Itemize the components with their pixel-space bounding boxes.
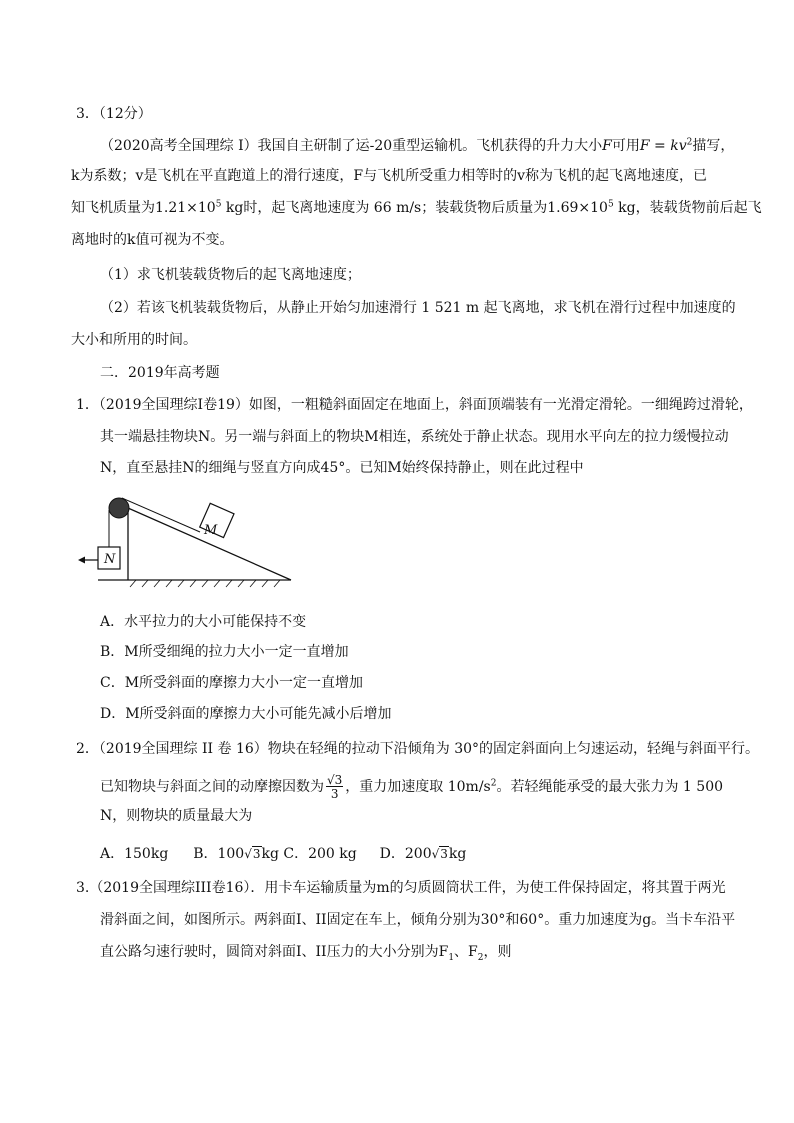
rope-slope xyxy=(122,498,200,532)
sub-question: 大小和所用的时间。 xyxy=(71,332,197,348)
formula-eq: = xyxy=(649,138,671,154)
formula-exponent: 2 xyxy=(686,137,693,148)
text-segment: 知飞机质量为1.21×10 xyxy=(71,200,216,216)
option-d xyxy=(380,846,467,862)
question-text-line: N，直至悬挂N的细绳与竖直方向成45°。已知M始终保持静止，则在此过程中 xyxy=(100,460,584,476)
label-n: N xyxy=(104,552,116,567)
option-b: B．M所受细绳的拉力大小一定一直增加 xyxy=(100,644,349,660)
radicand: 3 xyxy=(440,847,448,861)
sub-question: （2）若该飞机装载货物后，从静止开始匀加速滑行 1 521 m 起飞离地，求飞机在滑行过程中加速度的 xyxy=(100,300,736,316)
question-text-line: k为系数；v是飞机在平直跑道上的滑行速度，F与飞机所受重力相等时的v称为飞机的起飞离地速度，已 xyxy=(71,168,708,184)
sub-question: （1）求飞机装载货物后的起飞离地速度； xyxy=(100,267,361,283)
variable-f: F xyxy=(602,138,612,154)
fraction-denominator: 3 xyxy=(330,787,339,801)
question-text-line: 滑斜面之间，如图所示。两斜面I、II固定在车上，倾角分别为30°和60°。重力加速度为g。当卡车沿平 xyxy=(100,912,736,928)
exponent: 5 xyxy=(607,199,614,210)
ground-hatching xyxy=(130,580,280,587)
pulley-icon xyxy=(109,498,129,518)
option-d: D．M所受斜面的摩擦力大小可能先减小后增加 xyxy=(100,706,392,722)
question-text-line xyxy=(100,136,734,156)
formula-f: F xyxy=(639,138,650,154)
subscript: 1 xyxy=(448,952,455,963)
radicand: 3 xyxy=(334,773,343,787)
option-a: A．150kg xyxy=(100,846,169,862)
text-segment: kg时，起飞离地速度为 66 m/s；装载货物后质量为1.69×10 xyxy=(221,200,608,216)
formula-kv: kv xyxy=(670,138,687,154)
question-text-line xyxy=(100,772,723,802)
option-c: C．M所受斜面的摩擦力大小一定一直增加 xyxy=(100,675,364,691)
exponent: 2 xyxy=(490,778,497,789)
question-text-line: 1．（2019全国理综I卷19）如图，一粗糙斜面固定在地面上，斜面顶端装有一光滑定滑轮。一细绳跨过滑轮， xyxy=(76,397,753,413)
question-text-line xyxy=(71,198,762,218)
label-m: M xyxy=(204,523,218,538)
text-segment: 、F xyxy=(454,944,478,960)
radicand: 3 xyxy=(252,847,261,861)
option-b-unit: kg xyxy=(261,846,279,862)
sqrt-icon: √3 xyxy=(431,847,448,861)
question-text-line: N，则物块的质量最大为 xyxy=(100,808,253,824)
option-d-value: D．200 xyxy=(379,846,432,862)
exponent: 5 xyxy=(215,199,222,210)
text-segment: ，重力加速度取 10m/s xyxy=(345,779,491,795)
text-segment: 直公路匀速行驶时，圆筒对斜面I、II压力的大小分别为F xyxy=(100,944,449,960)
q2-options xyxy=(100,844,466,864)
text-segment: （2020高考全国理综 I）我国自主研制了运-20重型运输机。飞机获得的升力大小 xyxy=(100,138,603,154)
sqrt-icon: √3 xyxy=(244,847,261,861)
arrow-left-icon xyxy=(78,557,85,564)
incline-pulley-figure xyxy=(76,490,296,590)
section-title: 二．2019年高考题 xyxy=(100,365,220,381)
fraction-numerator: √3 xyxy=(327,773,343,787)
question-text-line: 离地时的k值可视为不变。 xyxy=(71,232,234,248)
option-b-value: B．100 xyxy=(193,846,245,862)
text-segment: 已知物块与斜面之间的动摩擦因数为 xyxy=(100,779,324,795)
question-number: 3．（12分） xyxy=(76,106,152,122)
friction-fraction xyxy=(326,774,343,800)
option-a: A．水平拉力的大小可能保持不变 xyxy=(100,614,307,630)
question-text-line: 其一端悬挂物块N。另一端与斜面上的物块M相连，系统处于静止状态。现用水平向左的拉力缓慢拉动 xyxy=(100,429,729,445)
text-segment: 可用 xyxy=(611,138,640,154)
text-segment: kg，装载货物前后起飞 xyxy=(613,200,762,216)
text-segment: 描写， xyxy=(692,138,735,154)
question-text-line: 2．（2019全国理综 II 卷 16）物块在轻绳的拉动下沿倾角为 30°的固定斜面向上匀速运动，轻绳与斜面平行。 xyxy=(76,741,760,757)
option-b xyxy=(193,846,279,862)
option-c: C．200 kg xyxy=(283,846,357,862)
text-segment: ，则 xyxy=(483,944,512,960)
incline-diagram xyxy=(76,490,296,590)
option-d-unit: kg xyxy=(448,846,467,862)
question-text-line: 3.（2019全国理综III卷16）．用卡车运输质量为m的匀质圆筒状工件，为使工件保持固定，将其置于两光 xyxy=(76,880,726,896)
question-text-line xyxy=(100,942,512,962)
text-segment: 。若轻绳能承受的最大张力为 1 500 xyxy=(496,779,724,795)
subscript: 2 xyxy=(477,952,484,963)
